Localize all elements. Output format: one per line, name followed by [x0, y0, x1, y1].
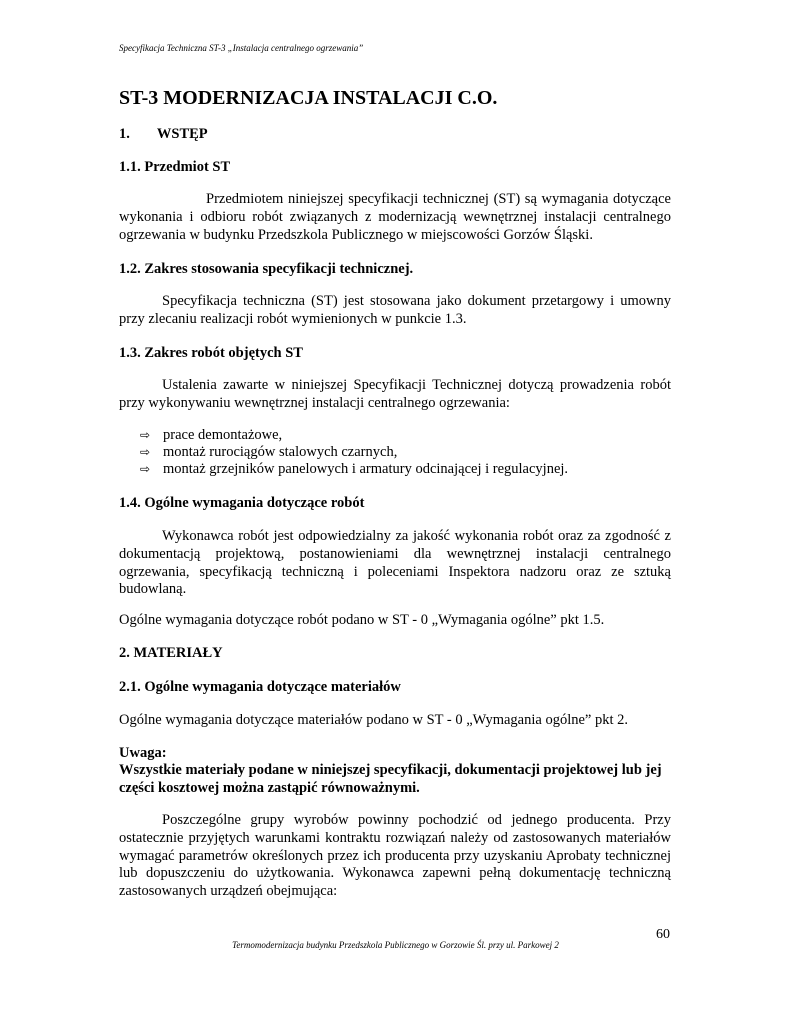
arrow-right-icon: ⇨ [140, 462, 151, 476]
section-1-title: WSTĘP [156, 126, 208, 142]
running-header: Specyfikacja Techniczna ST-3 „Instalacja centralnego ogrzewania” [119, 43, 364, 53]
subsection-1-1-heading: 1.1. Przedmiot ST [119, 159, 231, 175]
arrow-right-icon: ⇨ [140, 445, 151, 459]
subsection-1-2-heading: 1.2. Zakres stosowania specyfikacji technicznej. [119, 261, 414, 277]
list-item [140, 444, 397, 461]
subsection-2-1-paragraph: Poszczególne grupy wyrobów powinny pochodzić od jednego producenta. Przy ostatecznie przyjętych warunkami kontraktu rozwiązań należy od zastosowanych materiałów wymagać parametrów określonych przez ich producenta przy uzyskaniu Aprobaty technicznej lub dopuszczeniu do użytkowania. Wykonawca zapewni pełną dokumentację techniczną zastosowanych urządzeń obejmująca: [119, 812, 671, 900]
page-number: 60 [656, 927, 670, 942]
arrow-right-icon: ⇨ [140, 428, 151, 442]
list-item [140, 427, 282, 444]
list-item [140, 461, 568, 478]
subsection-1-4-paragraph: Wykonawca robót jest odpowiedzialny za jakość wykonania robót oraz za zgodność z dokumentacją projektową, postanowieniami dla wewnętrznej instalacji centralnego ogrzewania, specyfikacją techniczną i poleceniami Inspektora nadzoru oraz ze sztuką budowlaną. [119, 528, 671, 598]
document-title: ST-3 MODERNIZACJA INSTALACJI C.O. [119, 87, 498, 109]
list-item-text: prace demontażowe, [163, 427, 283, 443]
running-footer: Termomodernizacja budynku Przedszkola Publicznego w Gorzowie Śl. przy ul. Parkowej 2 [232, 940, 559, 950]
subsection-1-4-heading: 1.4. Ogólne wymagania dotyczące robót [119, 495, 365, 511]
section-1-number: 1. [119, 126, 130, 142]
subsection-1-3-paragraph: Ustalenia zawarte w niniejszej Specyfikacji Technicznej dotyczą prowadzenia robót przy wykonywaniu wewnętrznej instalacji centralnego ogrzewania: [119, 377, 671, 411]
list-item-text: montaż grzejników panelowych i armatury odcinającej i regulacyjnej. [163, 461, 569, 477]
list-item-text: montaż rurociągów stalowych czarnych, [163, 444, 398, 460]
subsection-2-1-note: Ogólne wymagania dotyczące materiałów podano w ST - 0 „Wymagania ogólne” pkt 2. [119, 712, 629, 728]
subsection-1-2-paragraph: Specyfikacja techniczna (ST) jest stosowana jako dokument przetargowy i umowny przy zlecaniu realizacji robót wymienionych w punkcie 1.3. [119, 293, 671, 327]
section-1-heading [119, 126, 208, 143]
subsection-1-1-paragraph: Przedmiotem niniejszej specyfikacji technicznej (ST) są wymagania dotyczące wykonania i odbioru robót związanych z modernizacją wewnętrznej instalacji centralnego ogrzewania w budynku Przedszkola Publicznego w miejscowości Gorzów Śląski. [119, 191, 671, 243]
uwaga-label: Uwaga: [119, 745, 167, 761]
subsection-1-3-heading: 1.3. Zakres robót objętych ST [119, 345, 303, 361]
uwaga-text: Wszystkie materiały podane w niniejszej specyfikacji, dokumentacji projektowej lub jej części kosztowej można zastąpić równoważnymi. [119, 762, 662, 796]
subsection-1-4-note: Ogólne wymagania dotyczące robót podano w ST - 0 „Wymagania ogólne” pkt 1.5. [119, 612, 605, 628]
subsection-2-1-heading: 2.1. Ogólne wymagania dotyczące materiałów [119, 679, 401, 695]
section-2-heading: 2. MATERIAŁY [119, 645, 223, 661]
